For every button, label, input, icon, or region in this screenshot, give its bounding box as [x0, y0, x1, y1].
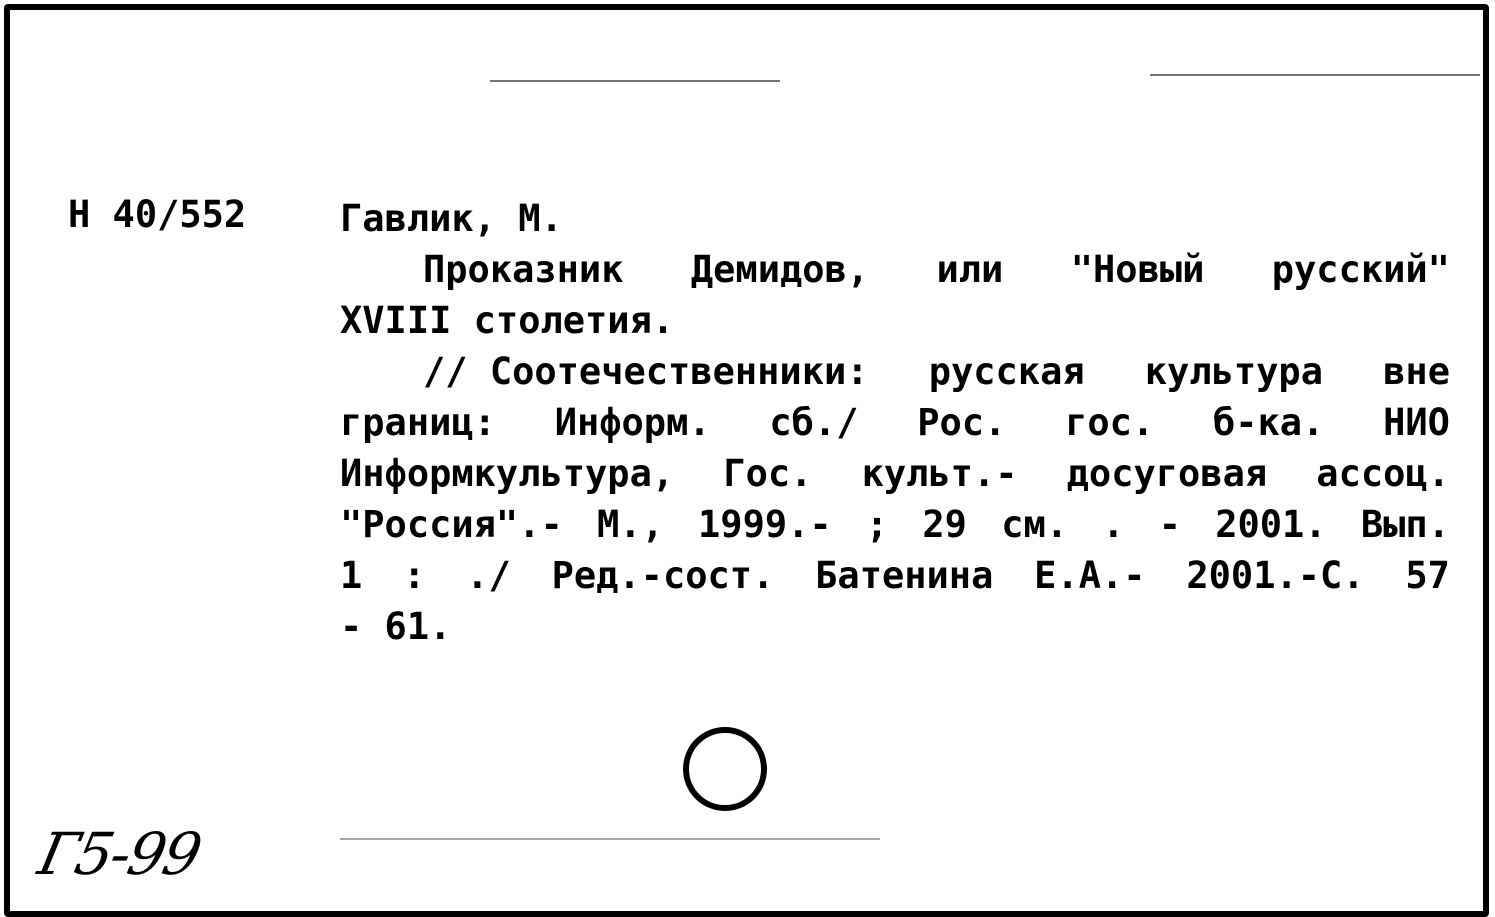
- source-line-2: границ: Информ. сб./ Рос. гос. б-ка. НИО: [340, 401, 1450, 444]
- source-line-5: 1 : ./ Ред.-сост. Батенина Е.А.- 2001.-С. 57: [340, 554, 1450, 597]
- author-line: Гавлик, М.: [340, 197, 563, 240]
- bibliographic-entry: [340, 193, 1450, 652]
- punch-hole-icon: [683, 727, 767, 811]
- speck-line: [1150, 74, 1480, 76]
- handwritten-note: Г5-99: [32, 820, 206, 888]
- source-line-3: Информкультура, Гос. культ.- досуговая ассоц.: [340, 452, 1450, 495]
- speck-line: [490, 80, 780, 82]
- source-line-4: "Россия".- М., 1999.- ; 29 см. . - 2001. Вып.: [340, 503, 1450, 546]
- call-number: Н 40/552: [68, 193, 247, 236]
- speck-line: [340, 838, 880, 840]
- title-line-2: XVIII столетия.: [340, 299, 675, 342]
- title-line-1: Проказник Демидов, или "Новый русский": [423, 248, 1450, 291]
- source-line-1: // Соотечественники: русская культура вне: [423, 350, 1450, 393]
- pages-line: - 61.: [340, 605, 452, 648]
